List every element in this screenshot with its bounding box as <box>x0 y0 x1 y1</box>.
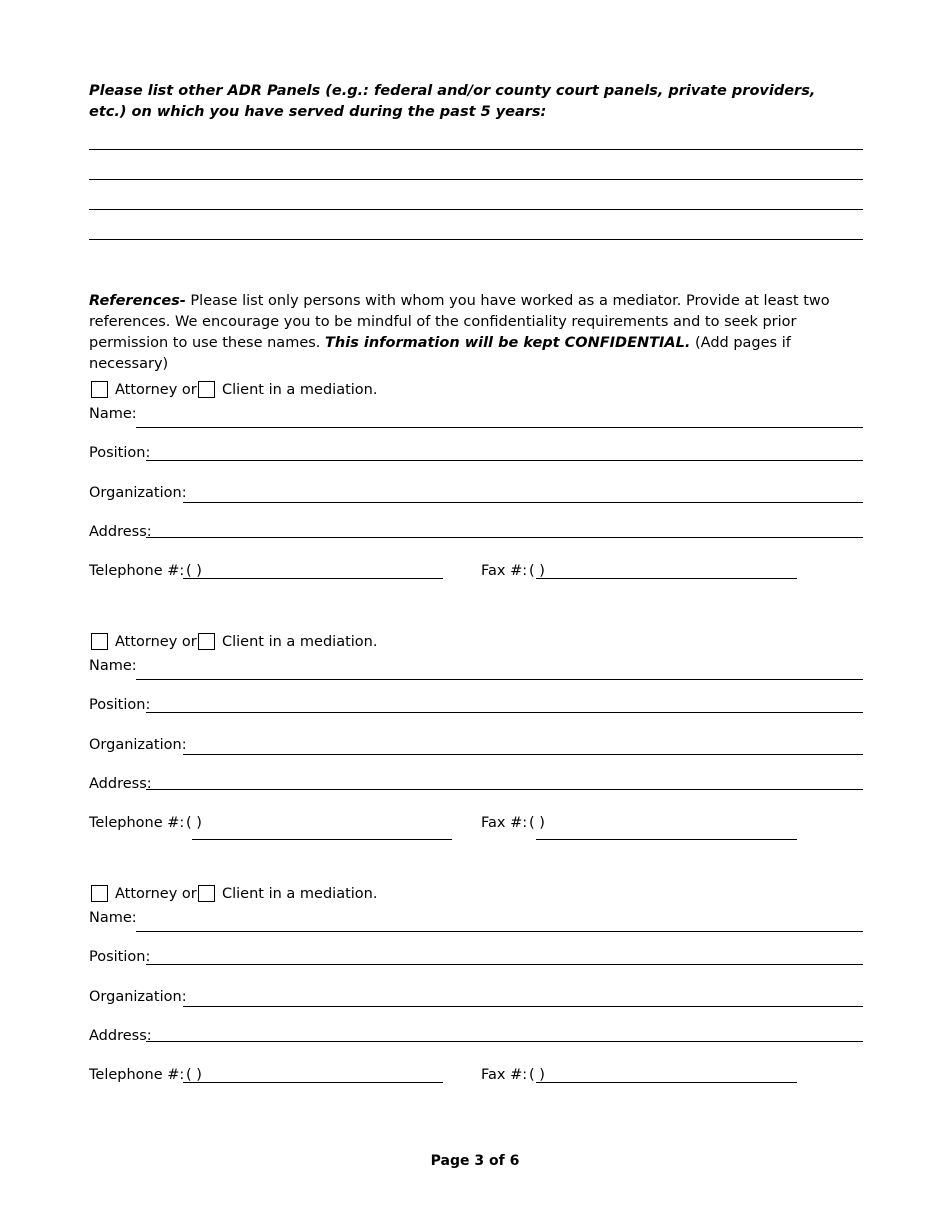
reference-2-position-field[interactable] <box>146 712 863 713</box>
reference-3-fax-label: Fax #: <box>481 1067 528 1083</box>
reference-2-name-field[interactable] <box>136 679 863 680</box>
reference-2-position-label: Position: <box>89 697 151 713</box>
reference-3-fax-area-code: ( ) <box>529 1067 545 1083</box>
reference-2-fax-field[interactable] <box>536 839 797 840</box>
confidential-note: This information will be kept CONFIDENTIAL. <box>325 335 691 351</box>
reference-1-client-checkbox[interactable] <box>198 381 215 398</box>
reference-3-address-label: Address: <box>89 1028 152 1044</box>
reference-2-attorney-label: Attorney or <box>115 634 197 650</box>
reference-3-client-label: Client in a mediation. <box>222 886 378 902</box>
reference-2-fax-area-code: ( ) <box>529 815 545 831</box>
adr-panels-question: Please list other ADR Panels (e.g.: federal and/or county court panels, private providers, etc.) on which you have served during the past 5 years: <box>89 83 816 120</box>
reference-3-position-label: Position: <box>89 949 151 965</box>
reference-2-client-checkbox[interactable] <box>198 633 215 650</box>
reference-2-address-field[interactable] <box>146 789 863 790</box>
adr-panels-line-4[interactable] <box>89 239 863 240</box>
reference-1-name-label: Name: <box>89 406 137 422</box>
reference-3-attorney-label: Attorney or <box>115 886 197 902</box>
reference-1-telephone-area-code: ( ) <box>186 563 202 579</box>
reference-1-name-field[interactable] <box>136 427 863 428</box>
reference-3-name-label: Name: <box>89 910 137 926</box>
references-heading: References- <box>89 293 186 309</box>
reference-1-position-field[interactable] <box>146 460 863 461</box>
references-text-1: Please list only persons with whom you have worked as a mediator. Provide at least two references. We encourage you to be mindful of the confidentiality requirements and to seek prior permission to use these names. <box>89 293 830 351</box>
reference-2-telephone-field[interactable] <box>192 839 452 840</box>
reference-1-telephone-field[interactable] <box>183 578 443 579</box>
adr-panels-line-2[interactable] <box>89 179 863 180</box>
reference-1-client-label: Client in a mediation. <box>222 382 378 398</box>
adr-panels-line-3[interactable] <box>89 209 863 210</box>
references-text-2: (Add pages if necessary) <box>89 335 791 372</box>
reference-2-organization-field[interactable] <box>183 754 863 755</box>
page-number: Page 3 of 6 <box>430 1153 520 1169</box>
reference-1-organization-field[interactable] <box>183 502 863 503</box>
reference-2-client-label: Client in a mediation. <box>222 634 378 650</box>
reference-2-name-label: Name: <box>89 658 137 674</box>
reference-2-attorney-checkbox[interactable] <box>91 633 108 650</box>
reference-1-address-field[interactable] <box>146 537 863 538</box>
reference-1-organization-label: Organization: <box>89 485 187 501</box>
reference-3-fax-field[interactable] <box>536 1082 797 1083</box>
reference-3-telephone-area-code: ( ) <box>186 1067 202 1083</box>
reference-2-address-label: Address: <box>89 776 152 792</box>
reference-3-organization-field[interactable] <box>183 1006 863 1007</box>
references-paragraph <box>89 291 864 375</box>
reference-1-position-label: Position: <box>89 445 151 461</box>
reference-3-position-field[interactable] <box>146 964 863 965</box>
reference-3-client-checkbox[interactable] <box>198 885 215 902</box>
reference-3-address-field[interactable] <box>146 1041 863 1042</box>
reference-3-telephone-label: Telephone #: <box>89 1067 185 1083</box>
reference-1-fax-field[interactable] <box>536 578 797 579</box>
reference-3-attorney-checkbox[interactable] <box>91 885 108 902</box>
reference-1-fax-area-code: ( ) <box>529 563 545 579</box>
reference-2-organization-label: Organization: <box>89 737 187 753</box>
reference-2-fax-label: Fax #: <box>481 815 528 831</box>
reference-1-fax-label: Fax #: <box>481 563 528 579</box>
reference-3-organization-label: Organization: <box>89 989 187 1005</box>
reference-1-attorney-checkbox[interactable] <box>91 381 108 398</box>
reference-2-telephone-label: Telephone #: <box>89 815 185 831</box>
reference-1-telephone-label: Telephone #: <box>89 563 185 579</box>
reference-3-name-field[interactable] <box>136 931 863 932</box>
reference-3-telephone-field[interactable] <box>183 1082 443 1083</box>
reference-1-address-label: Address: <box>89 524 152 540</box>
reference-2-telephone-area-code: ( ) <box>186 815 202 831</box>
adr-panels-line-1[interactable] <box>89 149 863 150</box>
reference-1-attorney-label: Attorney or <box>115 382 197 398</box>
